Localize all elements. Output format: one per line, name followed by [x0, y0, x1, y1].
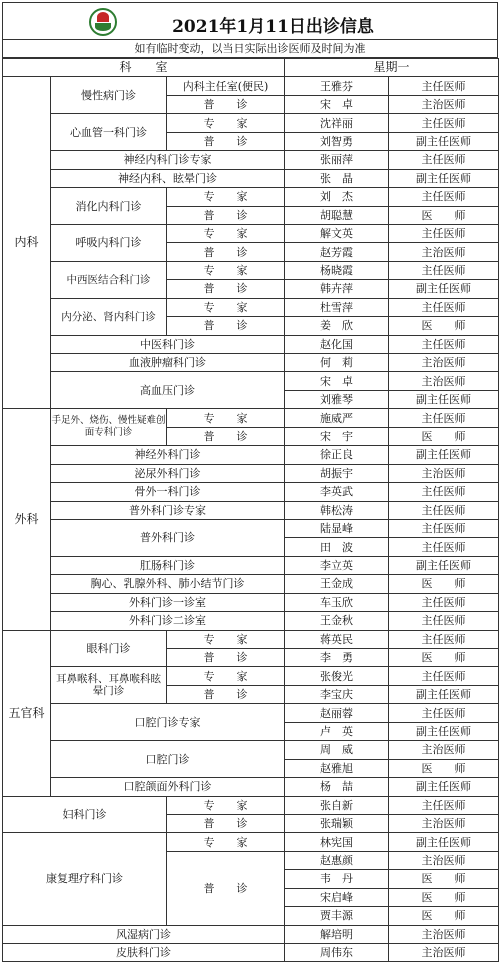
table-row [3, 298, 499, 316]
clinic-name: 内分泌、肾内科门诊 [51, 298, 167, 335]
clinic-name: 眼科门诊 [51, 630, 167, 667]
clinic-type: 普 诊 [167, 814, 285, 832]
clinic-type: 专 家 [167, 188, 285, 206]
doctor-title: 主任医师 [389, 704, 499, 722]
doctor-title: 主任医师 [389, 796, 499, 814]
doctor-name: 韦 丹 [285, 870, 389, 888]
clinic-type: 专 家 [167, 261, 285, 279]
doctor-name: 何 莉 [285, 354, 389, 372]
clinic-name: 外科门诊二诊室 [51, 612, 285, 630]
clinic-name: 心血管一科门诊 [51, 114, 167, 151]
doctor-name: 赵化国 [285, 335, 389, 353]
table-row [3, 261, 499, 279]
table-row [3, 335, 499, 353]
doctor-name: 赵丽蓉 [285, 704, 389, 722]
clinic-type: 普 诊 [167, 685, 285, 703]
clinic-type: 普 诊 [167, 317, 285, 335]
clinic-name: 普外科门诊专家 [51, 501, 285, 519]
doctor-title: 主治医师 [389, 851, 499, 869]
doctor-title: 主治医师 [389, 925, 499, 943]
table-row [3, 925, 499, 943]
clinic-name: 肛肠科门诊 [51, 556, 285, 574]
doctor-title: 主任医师 [389, 77, 499, 95]
table-row [3, 409, 499, 427]
doctor-title: 主任医师 [389, 593, 499, 611]
doctor-title: 医 师 [389, 759, 499, 777]
doctor-name: 张自新 [285, 796, 389, 814]
doctor-name: 贾丰源 [285, 907, 389, 925]
doctor-name: 杨 喆 [285, 778, 389, 796]
table-row [3, 778, 499, 796]
doctor-title: 医 师 [389, 907, 499, 925]
doctor-title: 主治医师 [389, 814, 499, 832]
doctor-title: 主任医师 [389, 298, 499, 316]
doctor-title: 主治医师 [389, 464, 499, 482]
clinic-name: 妇科门诊 [3, 796, 167, 833]
doctor-title: 主治医师 [389, 372, 499, 390]
doctor-title: 主任医师 [389, 483, 499, 501]
doctor-title: 副主任医师 [389, 556, 499, 574]
doctor-name: 陆显峰 [285, 519, 389, 537]
doctor-title: 医 师 [389, 575, 499, 593]
title-bar [2, 2, 498, 40]
clinic-type: 普 诊 [167, 649, 285, 667]
table-row [3, 667, 499, 685]
doctor-title: 主任医师 [389, 538, 499, 556]
doctor-title: 副主任医师 [389, 722, 499, 740]
clinic-name: 普外科门诊 [51, 519, 285, 556]
clinic-name: 神经外科门诊 [51, 446, 285, 464]
clinic-name: 中医科门诊 [51, 335, 285, 353]
clinic-type: 普 诊 [167, 95, 285, 113]
clinic-name: 骨外一科门诊 [51, 483, 285, 501]
category-neike: 内科 [3, 77, 51, 409]
doctor-name: 宋启峰 [285, 888, 389, 906]
doctor-name: 刘 杰 [285, 188, 389, 206]
table-row [3, 501, 499, 519]
clinic-name: 神经内科、眩晕门诊 [51, 169, 285, 187]
table-row [3, 833, 499, 851]
doctor-name: 赵惠颜 [285, 851, 389, 869]
table-row [3, 593, 499, 611]
table-row [3, 556, 499, 574]
doctor-title: 主任医师 [389, 630, 499, 648]
table-row [3, 519, 499, 537]
doctor-name: 李英武 [285, 483, 389, 501]
doctor-name: 林宪国 [285, 833, 389, 851]
doctor-name: 沈祥丽 [285, 114, 389, 132]
doctor-name: 杨晓霞 [285, 261, 389, 279]
doctor-name: 卢 英 [285, 722, 389, 740]
doctor-title: 医 师 [389, 888, 499, 906]
doctor-title: 医 师 [389, 317, 499, 335]
category-wuguan: 五官科 [3, 630, 51, 796]
doctor-title: 主任医师 [389, 409, 499, 427]
doctor-name: 解培明 [285, 925, 389, 943]
clinic-name: 康复理疗科门诊 [3, 833, 167, 925]
doctor-title: 主任医师 [389, 224, 499, 242]
table-row [3, 464, 499, 482]
clinic-type: 专 家 [167, 667, 285, 685]
table-row [3, 188, 499, 206]
doctor-name: 宋 宇 [285, 427, 389, 445]
doctor-name: 李 勇 [285, 649, 389, 667]
table-row [3, 151, 499, 169]
doctor-name: 张 晶 [285, 169, 389, 187]
doctor-title: 主任医师 [389, 519, 499, 537]
doctor-name: 李宝庆 [285, 685, 389, 703]
doctor-title: 副主任医师 [389, 446, 499, 464]
doctor-name: 张瑞颖 [285, 814, 389, 832]
doctor-title: 副主任医师 [389, 280, 499, 298]
clinic-name: 风湿病门诊 [3, 925, 285, 943]
clinic-type: 专 家 [167, 298, 285, 316]
doctor-name: 周 威 [285, 741, 389, 759]
clinic-type: 普 诊 [167, 851, 285, 925]
doctor-name: 李立英 [285, 556, 389, 574]
clinic-type: 专 家 [167, 833, 285, 851]
doctor-title: 主任医师 [389, 335, 499, 353]
clinic-type: 专 家 [167, 409, 285, 427]
doctor-title: 医 师 [389, 870, 499, 888]
clinic-name: 呼吸内科门诊 [51, 224, 167, 261]
doctor-name: 杜雪萍 [285, 298, 389, 316]
doctor-name: 王金秋 [285, 612, 389, 630]
table-row [3, 77, 499, 95]
doctor-title: 主治医师 [389, 944, 499, 962]
clinic-type: 普 诊 [167, 132, 285, 150]
doctor-title: 主任医师 [389, 612, 499, 630]
doctor-name: 韩松涛 [285, 501, 389, 519]
day-header: 星期一 [285, 59, 499, 77]
doctor-name: 刘智勇 [285, 132, 389, 150]
clinic-name: 手足外、烧伤、慢性疑难创面专科门诊 [51, 409, 167, 446]
table-row [3, 575, 499, 593]
clinic-type: 普 诊 [167, 280, 285, 298]
doctor-name: 田 波 [285, 538, 389, 556]
table-row [3, 114, 499, 132]
doctor-title: 医 师 [389, 649, 499, 667]
clinic-name: 血液肿瘤科门诊 [51, 354, 285, 372]
doctor-title: 主任医师 [389, 188, 499, 206]
notice-text: 如有临时变动，以当日实际出诊医师及时间为准 [2, 40, 498, 58]
schedule-table [2, 58, 499, 962]
doctor-name: 宋 卓 [285, 95, 389, 113]
doctor-title: 主治医师 [389, 741, 499, 759]
doctor-name: 赵雅旭 [285, 759, 389, 777]
table-row [3, 372, 499, 390]
table-row [3, 630, 499, 648]
table-row [3, 224, 499, 242]
table-header-row [3, 59, 499, 77]
doctor-title: 主任医师 [389, 261, 499, 279]
doctor-title: 主任医师 [389, 114, 499, 132]
clinic-name: 外科门诊一诊室 [51, 593, 285, 611]
clinic-type: 普 诊 [167, 243, 285, 261]
doctor-title: 副主任医师 [389, 685, 499, 703]
doctor-name: 徐正良 [285, 446, 389, 464]
doctor-title: 副主任医师 [389, 390, 499, 408]
clinic-name: 胸心、乳腺外科、肺小结节门诊 [51, 575, 285, 593]
doctor-name: 周伟东 [285, 944, 389, 962]
doctor-name: 王雅芬 [285, 77, 389, 95]
clinic-name: 口腔门诊 [51, 741, 285, 778]
clinic-type: 普 诊 [167, 427, 285, 445]
table-row [3, 944, 499, 962]
dept-header: 科 室 [3, 59, 285, 77]
doctor-name: 刘雅琴 [285, 390, 389, 408]
doctor-name: 施威严 [285, 409, 389, 427]
clinic-name: 耳鼻喉科、耳鼻喉科眩晕门诊 [51, 667, 167, 704]
table-row [3, 704, 499, 722]
category-waike: 外科 [3, 409, 51, 630]
doctor-name: 张俊光 [285, 667, 389, 685]
doctor-title: 主任医师 [389, 667, 499, 685]
page-title: 2021年1月11日出诊信息 [172, 17, 374, 37]
doctor-name: 姜 欣 [285, 317, 389, 335]
doctor-name: 胡振宇 [285, 464, 389, 482]
doctor-title: 副主任医师 [389, 778, 499, 796]
doctor-title: 医 师 [389, 427, 499, 445]
doctor-name: 胡聪慧 [285, 206, 389, 224]
doctor-name: 赵芳霞 [285, 243, 389, 261]
doctor-name: 韩卉萍 [285, 280, 389, 298]
clinic-name: 慢性病门诊 [51, 77, 167, 114]
doctor-name: 宋 卓 [285, 372, 389, 390]
clinic-type: 内科主任室(便民) [167, 77, 285, 95]
hospital-logo-icon [89, 8, 117, 36]
doctor-name: 车玉欣 [285, 593, 389, 611]
clinic-name: 高血压门诊 [51, 372, 285, 409]
doctor-title: 主治医师 [389, 95, 499, 113]
table-row [3, 483, 499, 501]
clinic-type: 专 家 [167, 796, 285, 814]
doctor-name: 解文英 [285, 224, 389, 242]
doctor-title: 副主任医师 [389, 833, 499, 851]
doctor-name: 王金成 [285, 575, 389, 593]
table-row [3, 169, 499, 187]
clinic-type: 专 家 [167, 630, 285, 648]
clinic-name: 泌尿外科门诊 [51, 464, 285, 482]
table-row [3, 796, 499, 814]
doctor-title: 主任医师 [389, 151, 499, 169]
doctor-title: 医 师 [389, 206, 499, 224]
table-row [3, 354, 499, 372]
doctor-title: 副主任医师 [389, 132, 499, 150]
clinic-type: 专 家 [167, 114, 285, 132]
clinic-type: 专 家 [167, 224, 285, 242]
doctor-name: 张丽萍 [285, 151, 389, 169]
doctor-title: 主任医师 [389, 501, 499, 519]
clinic-name: 口腔颌面外科门诊 [51, 778, 285, 796]
doctor-title: 副主任医师 [389, 169, 499, 187]
clinic-name: 神经内科门诊专家 [51, 151, 285, 169]
clinic-name: 口腔门诊专家 [51, 704, 285, 741]
clinic-type: 普 诊 [167, 206, 285, 224]
table-row [3, 612, 499, 630]
doctor-title: 主治医师 [389, 354, 499, 372]
table-row [3, 741, 499, 759]
doctor-name: 蒋英民 [285, 630, 389, 648]
clinic-name: 皮肤科门诊 [3, 944, 285, 962]
table-row [3, 446, 499, 464]
clinic-name: 中西医结合科门诊 [51, 261, 167, 298]
clinic-name: 消化内科门诊 [51, 188, 167, 225]
doctor-title: 主治医师 [389, 243, 499, 261]
